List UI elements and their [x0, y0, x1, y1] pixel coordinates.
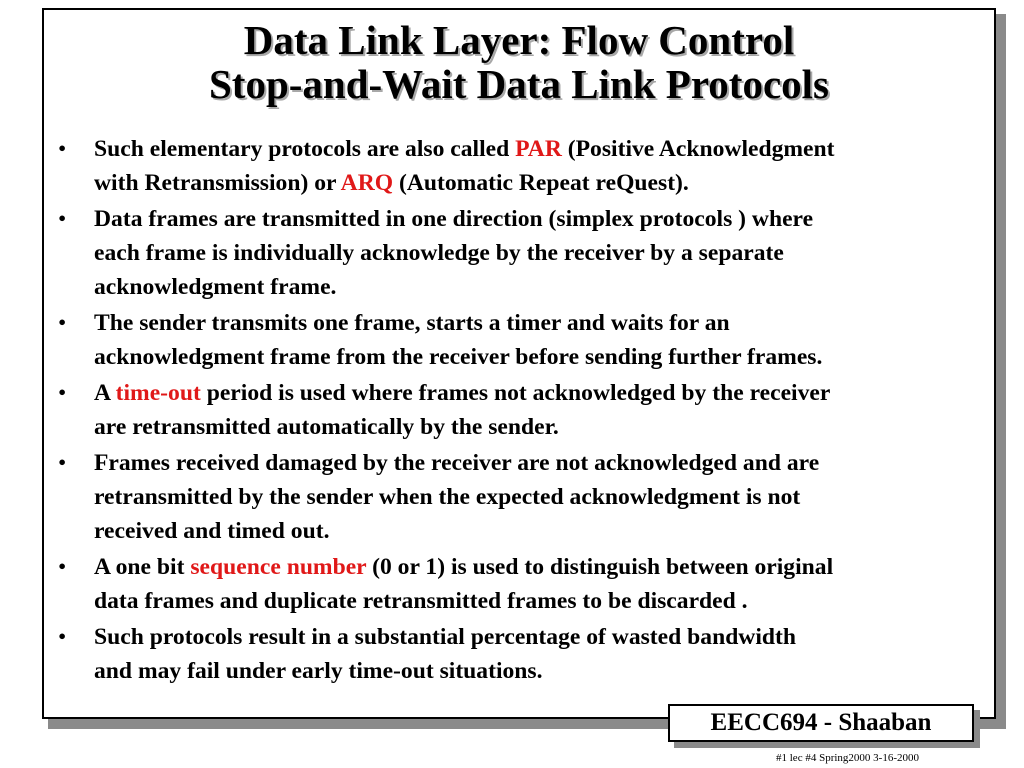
bullet-line: each frame is individually acknowledge by the receiver by a separate — [94, 240, 784, 266]
text: with Retransmission) or — [94, 170, 341, 196]
bullet-line — [94, 166, 986, 200]
bullet-icon: • — [58, 450, 67, 476]
bullet-icon: • — [58, 624, 67, 650]
bullet-line: acknowledgment frame. — [94, 274, 337, 300]
bullet-item — [44, 132, 994, 200]
bullet-icon: • — [58, 206, 67, 232]
text: A — [94, 380, 116, 406]
bullet-icon: • — [58, 136, 67, 162]
bullet-line: The sender transmits one frame, starts a timer and waits for an — [94, 310, 730, 336]
title-line-1: Data Link Layer: Flow Control — [243, 17, 795, 63]
bullet-line: received and timed out. — [94, 518, 330, 544]
bullet-line: Data frames are transmitted in one direction (simplex protocols ) where — [94, 206, 814, 232]
bullet-line — [94, 550, 986, 584]
bullet-line: acknowledgment frame from the receiver before sending further frames. — [94, 344, 823, 370]
bullet-item — [44, 446, 994, 548]
slide-title — [44, 18, 994, 106]
footer-note: #1 lec #4 Spring2000 3-16-2000 — [776, 752, 919, 764]
bullet-item — [44, 202, 994, 304]
bullet-item — [44, 620, 994, 688]
bullet-item — [44, 306, 994, 374]
text: period is used where frames not acknowledged by the receiver — [200, 380, 831, 406]
bullet-line — [94, 376, 986, 410]
bullet-line: retransmitted by the sender when the expected acknowledgment is not — [94, 484, 801, 510]
bullet-line: data frames and duplicate retransmitted frames to be discarded . — [94, 588, 748, 614]
bullet-list — [44, 132, 994, 690]
bullet-item — [44, 550, 994, 618]
highlight-term: time-out — [115, 380, 201, 406]
bullet-item — [44, 376, 994, 444]
bullet-icon: • — [58, 310, 67, 336]
bullet-line: Frames received damaged by the receiver are not acknowledged and are — [94, 450, 820, 476]
text: Such elementary protocols are also called — [94, 136, 516, 162]
bullet-line: and may fail under early time-out situations. — [94, 658, 543, 684]
highlight-term: sequence number — [190, 554, 367, 580]
title-line-2: Stop-and-Wait Data Link Protocols — [208, 61, 829, 107]
bullet-line: are retransmitted automatically by the sender. — [94, 414, 559, 440]
text: A one bit — [94, 554, 191, 580]
highlight-term: ARQ — [340, 170, 394, 196]
slide-frame — [42, 8, 996, 719]
highlight-term: PAR — [515, 136, 562, 162]
text: (0 or 1) is used to distinguish between original — [366, 554, 834, 580]
text: (Automatic Repeat reQuest). — [393, 170, 689, 196]
bullet-line: Such protocols result in a substantial percentage of wasted bandwidth — [94, 624, 797, 650]
bullet-icon: • — [58, 554, 67, 580]
bullet-icon: • — [58, 380, 67, 406]
bullet-line — [94, 132, 986, 166]
footer-badge: EECC694 - Shaaban — [668, 704, 974, 742]
text: (Positive Acknowledgment — [561, 136, 835, 162]
